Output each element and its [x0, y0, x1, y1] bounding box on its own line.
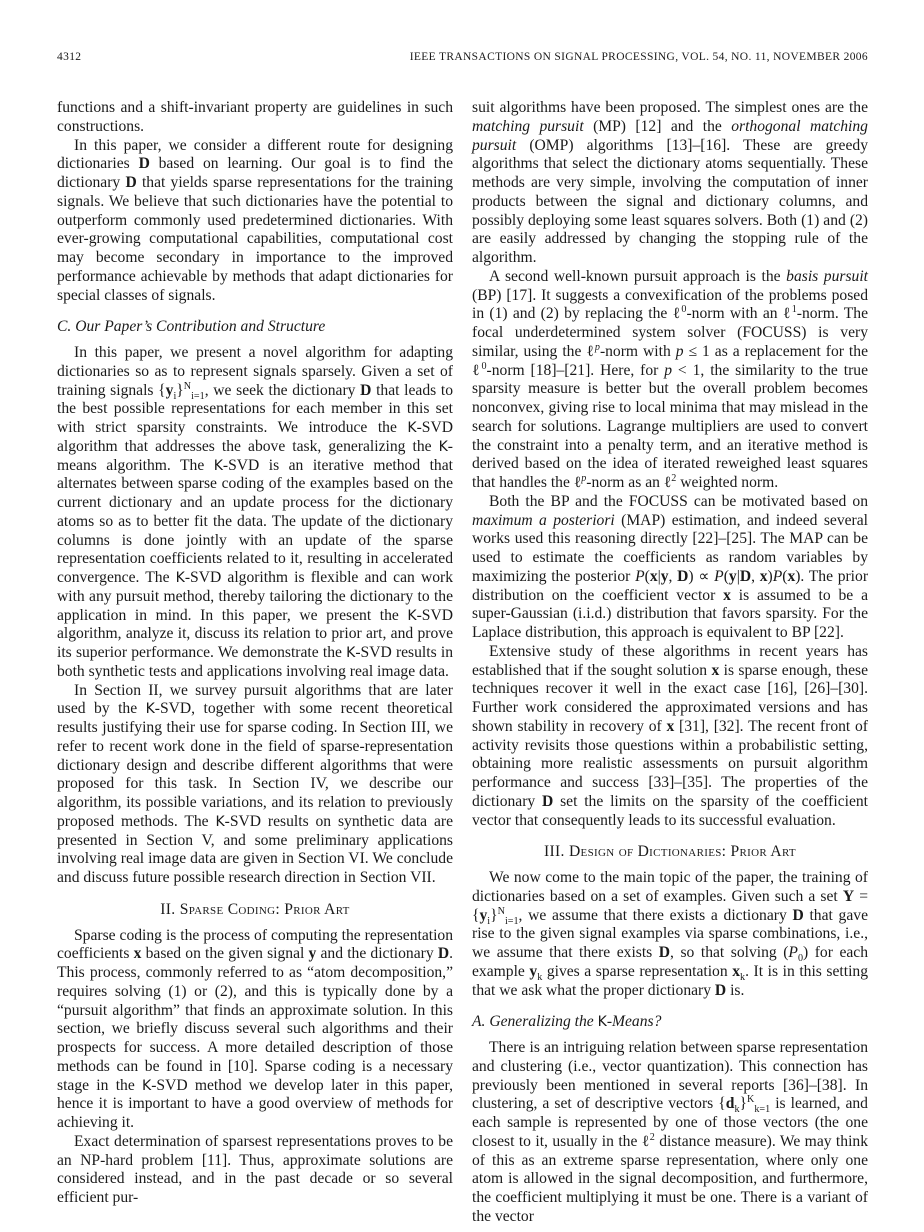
paragraph: There is an intriguing relation between sparse representation and clustering (i.e., vector quantization). This connection has previously been mentioned in several reports [36]–[38]. In clustering, a set of descriptive vectors $\{d_k\}^K_{k=1}$ is learned, and each sample is represented by one of those vectors (the one closest to it, usually in the ℓ$^2$ distance measure). We may think of this as an extreme sparse representation, where only one atom is allowed in the signal decomposition, and furthermore, the coefficient multiplying it must be one. There is a variant of the vector: [472, 1039, 868, 1225]
section-heading-ii: II. Sparse Coding: Prior Art: [160, 900, 350, 918]
left-column: [57, 99, 453, 1227]
paragraph: In this paper, we consider a different route for designing dictionaries D based on learning. Our goal is to find the dictionary D that yields sparse representations for the training signals. We believe that such dictionaries have the potential to outperform commonly used predetermined dictionaries. With ever-growing computational capabilities, computational cost may become secondary in importance to the improved performance achievable by methods that adapt dictionaries for special classes of signals.: [57, 136, 453, 304]
paragraph: Sparse coding is the process of computing the representation coefficients x based on the given signal y and the dictionary D. This process, commonly referred to as “atom decomposition,” requires solving (1) or (2), and this is typically done by a “pursuit algorithm” that finds an approximate solution. In this section, we briefly discuss several such algorithms and their prospects for success. A more detailed description of those methods can be found in [10]. Sparse coding is a necessary stage in the K-SVD method we develop later in this paper, hence it is important to have a good overview of methods for achieving it.: [57, 926, 453, 1131]
paragraph-continuation: suit algorithms have been proposed. The simplest ones are the matching pursuit (MP) [12] and the orthogonal matching pursuit (OMP) algorithms [13]–[16]. These are greedy algorithms that select the dictionary atoms sequentially. These methods are very simple, involving the computation of inner products between the signal and dictionary columns, and possibly deploying some least squares solvers. Both (1) and (2) are easily addressed by changing the stopping rule of the algorithm.: [472, 99, 868, 266]
article-body: [57, 99, 868, 1227]
subsection-heading-a: A. Generalizing the K-Means?: [472, 1013, 662, 1031]
paragraph: In Section II, we survey pursuit algorithms that are later used by the K-SVD, together with some recent theoretical results justifying their use for sparse coding. In Section III, we refer to recent work done in the field of sparse-representation dictionary design and describe different algorithms that were proposed for this task. In Section IV, we describe our algorithm, its possible variations, and its relation to previously proposed methods. The K-SVD results on synthetic data are presented in Section V, and some preliminary applications involving real image data are given in Section VI. We conclude and discuss future possible research direction in Section VII.: [57, 681, 453, 886]
subsection-heading-c: C. Our Paper’s Contribution and Structure: [57, 318, 326, 336]
right-column: [472, 99, 868, 1227]
page-header: [57, 51, 868, 63]
section-heading-iii: III. Design of Dictionaries: Prior Art: [544, 843, 796, 861]
paragraph: Both the BP and the FOCUSS can be motivated based on maximum a posteriori (MAP) estimation, and indeed several works used this reasoning directly [22]–[25]. The MAP can be used to estimate the coefficients as random variables by maximizing the posterior P(x|y, D) ∝ P(y|D, x)P(x). The prior distribution on the coefficient vector x is assumed to be a super-Gaussian (i.i.d.) distribution that favors sparsity. For the Laplace distribution, this approach is equivalent to BP [22].: [472, 492, 869, 641]
paragraph: We now come to the main topic of the paper, the training of dictionaries based on a set of examples. Given such a set $Y = \{y_i\}^N_{i=1}$, we assume that there exists a dictionary D that gave rise to the given signal examples via sparse combinations, i.e., we assume that there exists D, so that solving $(P_0)$ for each example $y_k$ gives a sparse representation $x_k$. It is in this setting that we ask what the proper dictionary D is.: [472, 869, 869, 999]
paragraph-continuation: functions and a shift-invariant property are guidelines in such constructions.: [57, 99, 453, 135]
journal-title: IEEE TRANSACTIONS ON SIGNAL PROCESSING, VOL. 54, NO. 11, NOVEMBER 2006: [409, 51, 868, 63]
paragraph: In this paper, we present a novel algorithm for adapting dictionaries so as to represent signals sparsely. Given a set of training signals $\{y_i\}^N_{i=1}$, we seek the dictionary D that leads to the best possible representations for each member in this set with strict sparsity constraints. We introduce the K-SVD algorithm that addresses the above task, generalizing the K-means algorithm. The K-SVD is an iterative method that alternates between sparse coding of the examples based on the current dictionary and an update process for the dictionary atoms so as to better fit the data. The update of the dictionary columns is done jointly with an update of the sparse representation coefficients related to it, resulting in accelerated convergence. The K-SVD algorithm is flexible and can work with any pursuit method, thereby tailoring the dictionary to the application in mind. In this paper, we present the K-SVD algorithm, analyze it, discuss its relation to prior art, and prove its superior performance. We demonstrate the K-SVD results in both synthetic tests and applications involving real image data.: [57, 344, 454, 680]
paragraph: A second well-known pursuit approach is the basis pursuit (BP) [17]. It suggests a convexification of the problems posed in (1) and (2) by replacing the ℓ$^0$-norm with an ℓ$^1$-norm. The focal underdetermined system solver (FOCUSS) is very similar, using the ℓ$^p$-norm with p ≤ 1 as a replacement for the ℓ$^0$-norm [18]–[21]. Here, for p < 1, the similarity to the true sparsity measure is better but the overall problem becomes nonconvex, giving rise to local minima that may mislead in the search for solutions. Lagrange multipliers are used to convert the constraint into a penalty term, and an iterative method is derived based on the idea of iterated reweighed least squares that handles the ℓ$^p$-norm as an ℓ$^2$ weighted norm.: [472, 267, 868, 491]
paragraph: Exact determination of sparsest representations proves to be an NP-hard problem [11]. Thus, approximate solutions are considered instead, and in the past decade or so several efficient pur-: [57, 1132, 453, 1206]
paragraph: Extensive study of these algorithms in recent years has established that if the sought solution x is sparse enough, these techniques recover it well in the exact case [16], [26]–[30]. Further work considered the approximated versions and has shown stability in recovery of x [31], [32]. The recent front of activity revisits those questions within a probabilistic setting, obtaining more realistic assessments on pursuit algorithm performance and success [33]–[35]. The properties of the dictionary D set the limits on the sparsity of the coefficient vector that consequently leads to its successful evaluation.: [472, 642, 869, 829]
page-number: 4312: [57, 51, 82, 63]
